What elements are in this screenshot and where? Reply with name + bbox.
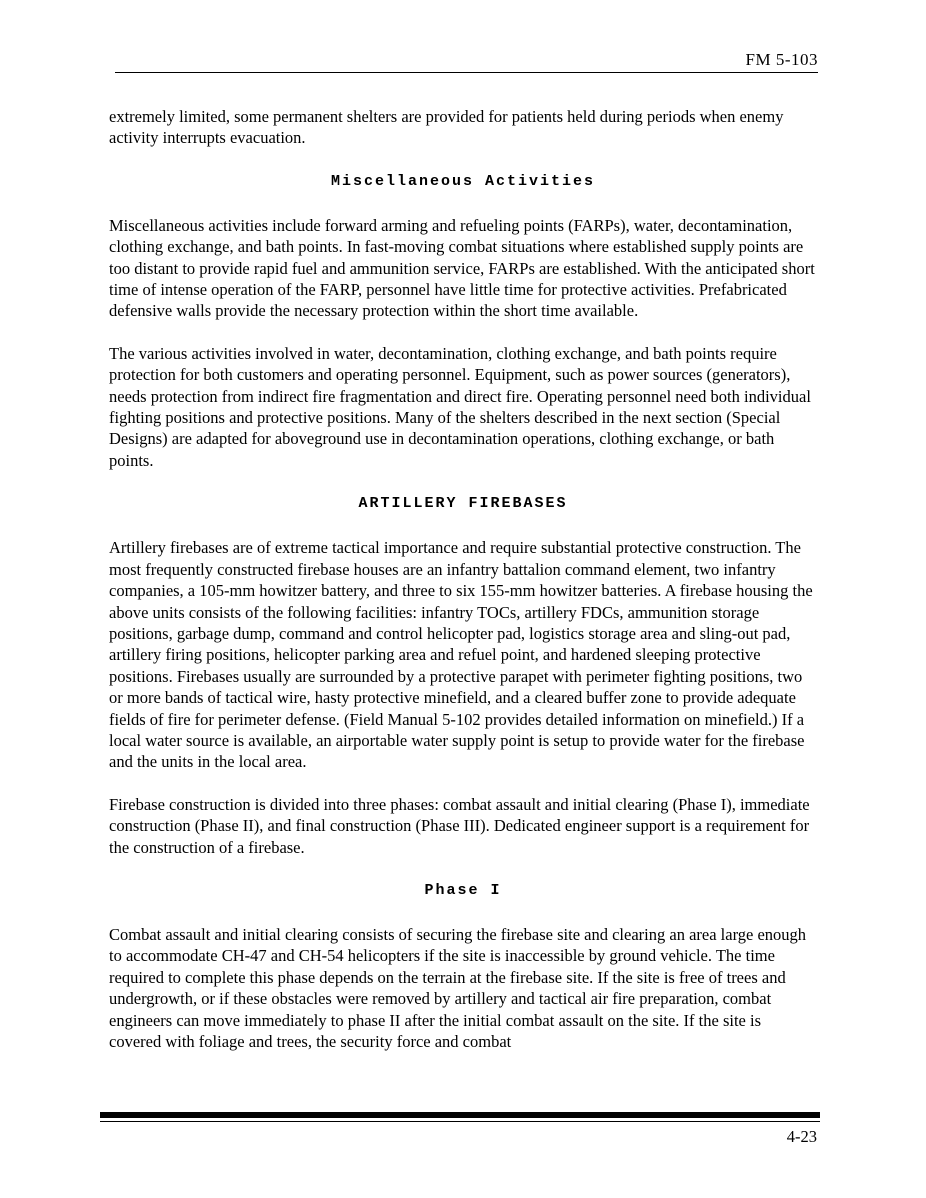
body-paragraph: extremely limited, some permanent shelters are provided for patients held during periods when enemy activity interrupts evacuation.: [109, 107, 784, 148]
page-footer: [100, 1112, 820, 1147]
body-paragraph: Combat assault and initial clearing consists of securing the firebase site and clearing an area large enough to accommodate CH-47 and CH-54 helicopters if the site is inaccessible by ground vehicle. The time required to complete this phase depends on the terrain at the firebase site. If the site is free of trees and undergrowth, or if these obstacles were removed by artillery and tactical air fire preparation, combat engineers can move immediately to phase II after the initial combat assault on the site. If the site is covered with foliage and trees, the security force and combat: [109, 924, 807, 1051]
footer-thin-rule: [100, 1121, 820, 1122]
section-heading: ARTILLERY FIREBASES: [358, 495, 568, 513]
body-paragraph: Artillery firebases are of extreme tactical importance and require substantial protective construction. The most frequently constructed firebase houses are an infantry battalion command element, two infantry companies, a 105-mm howitzer battery, and three to six 155-mm howitzer batteries. A firebase housing the above units consists of the following facilities: infantry TOCs, artillery FDCs, ammunition storage positions, garbage dump, command and control helicopter pad, logistics storage area and sling-out pad, artillery firing positions, helicopter parking area and refuel point, and hardened sleeping protective positions. Firebases usually are surrounded by a protective parapet with perimeter fighting positions, two or more bands of tactical wire, hasty protective minefield, and a cleared buffer zone to provide adequate fields of fire for perimeter defense. (Field Manual 5-102 provides detailed information on minefield.) If a local water source is available, an airportable water supply point is setup to provide water for the firebase and the units in the local area.: [109, 538, 813, 772]
section-heading: Phase I: [424, 881, 502, 899]
page-number: 4-23: [786, 1127, 817, 1146]
document-id: FM 5-103: [745, 50, 818, 69]
body-paragraph: The various activities involved in water, decontamination, clothing exchange, and bath points require protection for both customers and operating personnel. Equipment, such as power sources (generators), needs protection from indirect fire fragmentation and direct fire. Operating personnel need both individual fighting positions and protective positions. Many of the shelters described in the next section (Special Designs) are adapted for aboveground use in decontamination operations, clothing exchange, or bath points.: [109, 343, 811, 470]
document-body: [109, 106, 817, 1073]
body-paragraph: Miscellaneous activities include forward arming and refueling points (FARPs), water, decontamination, clothing exchange, and bath points. In fast-moving combat situations where established supply points are too distant to provide rapid fuel and ammunition service, FARPs are established. With the anticipated short time of intense operation of the FARP, personnel have little time for protective activities. Prefabricated defensive walls provide the necessary protection within the short time available.: [109, 215, 815, 321]
section-heading: Miscellaneous Activities: [330, 172, 596, 190]
page-header: [115, 50, 818, 73]
footer-thick-rule: [100, 1112, 820, 1118]
header-rule: [115, 72, 818, 73]
body-paragraph: Firebase construction is divided into three phases: combat assault and initial clearing (Phase I), immediate construction (Phase II), and final construction (Phase III). Dedicated engineer support is a requirement for the construction of a firebase.: [109, 794, 810, 857]
